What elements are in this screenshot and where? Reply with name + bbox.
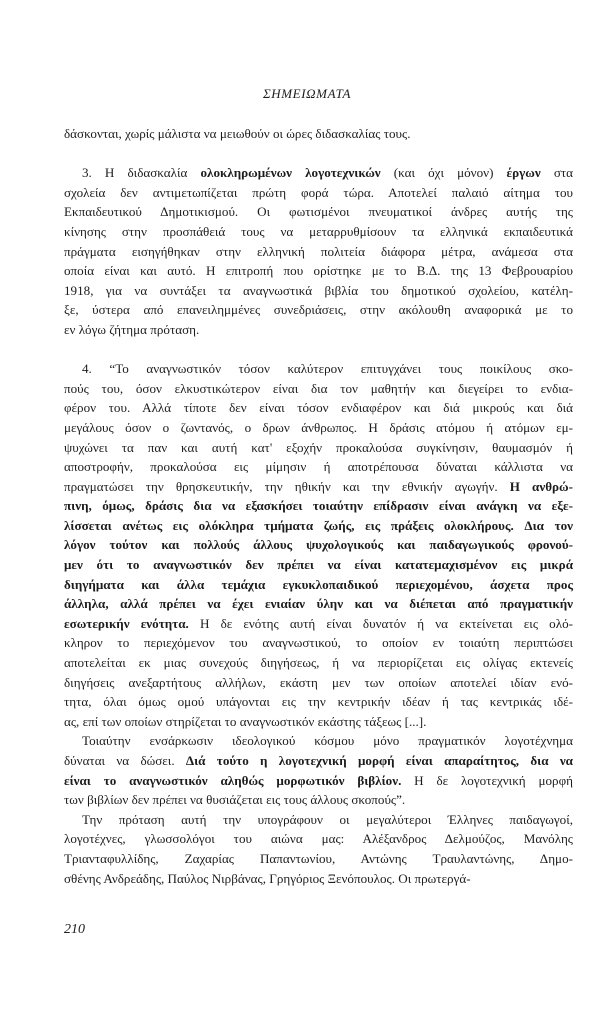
text-run: στα <box>540 165 573 181</box>
text-run: κληρον το περιεχόμενον του αναγνωστικού, το οποίον εν τοιαύτη περιπτώσει <box>64 635 573 651</box>
text-run: ψυχώνει τα παν και αυτή κατ' εξοχήν προκαλούσα συγκίνησιν, θαυμασμόν ή <box>64 439 573 455</box>
text-run: μεγάλους όσον ο ζωντανός, ο δρων άνθρωπος. Η δράσις ατόμου ή ατόμων εμ- <box>64 419 573 435</box>
text-line <box>64 673 573 693</box>
text-line <box>64 751 573 771</box>
text-line <box>64 653 573 673</box>
text-run: σθένης Ανδρεάδης, Παύλος Νιρβάνας, Γρηγόριος Ξενόπουλος. Οι πρωτεργά- <box>64 870 471 886</box>
running-head: ΣΗΜΕΙΩΜΑΤΑ <box>262 86 352 101</box>
text-run: Η δε ενότης αυτή είναι δυνατόν ή να εκτείνεται εις ολό- <box>188 615 573 631</box>
text-run: πούς του, όσον ελκυστικώτερον είναι δια τον μαθητήν και διεγείρει το ενδια- <box>64 380 573 396</box>
text-line <box>64 712 573 732</box>
text-line <box>64 457 573 477</box>
text-line <box>64 771 573 791</box>
text-run: αποστροφήν, προκαλούσα εις μίμησιν ή αποτρέπουσα δύναται κάλλιστα να <box>64 459 573 475</box>
text-line <box>64 869 573 889</box>
text-line <box>64 320 573 340</box>
text-run: Τριανταφυλλίδης, Ζαχαρίας Παπαντωνίου, Αντώνης Τραυλαντώνης, Δημο- <box>64 850 573 866</box>
text-line <box>64 535 573 555</box>
bold-text-run: λίσσεται ανέτως εις ολόκληρα τμήματα ζωής, εις πράξεις ολοκλήρους. <box>64 517 514 533</box>
text-run: Εκπαιδευτικού Δημοτικισμού. Οι φωτισμένοι πνευματικοί άνδρες αυτής της <box>64 204 573 220</box>
text-run: δύναται να δώσει. <box>64 753 186 768</box>
text-line <box>64 438 573 458</box>
page-number: 210 <box>64 922 85 937</box>
bold-text-run: μεν ότι το αναγνωστικόν δεν πρέπει να είναι κατατεμαχισμένον εις μικρά <box>64 557 573 573</box>
bold-text-run: πινη, όμως, δράσις δια να εξασκήσει τοιαύτην επίδρασιν είναι ανάγκη να εξε- <box>64 498 573 514</box>
paragraph-gap <box>64 144 573 164</box>
text-run: φέρον του. Αλλά τίποτε δεν είναι τόσον ενδιαφέρον και διά μικρούς και διά <box>64 400 573 416</box>
text-line <box>64 731 573 751</box>
text-run: ξε, ύστερα από επανειλημμένες συνεδριάσεις, στην ακόλουθη αναφορικά με το <box>64 302 573 318</box>
paragraph-gap <box>64 340 573 360</box>
bold-text-run: λόγον τούτον και πολλούς άλλους ψυχολογικούς και παιδαγωγικούς φρονού- <box>64 537 573 553</box>
text-line <box>64 477 573 497</box>
text-line <box>64 575 573 595</box>
text-line <box>64 163 573 183</box>
text-line <box>64 281 573 301</box>
bold-text-run: διηγήματα και άλλα τεμάχια εγκυκλοπαιδικού περιεχομένου, άσχετα προς <box>64 576 573 592</box>
text-run: Την πρόταση αυτή την υπογράφουν οι μεγαλύτεροι Έλληνες παιδαγωγοί, <box>82 811 573 827</box>
text-run: 1918, για να συντάξει τα αναγνωστικά βιβλία του δημοτικού σχολείου, κατέλη- <box>64 282 573 298</box>
text-run: τητα, όλαι όμως ομού υπάγονται εις την κεντρικήν ιδέαν ή τας κεντρικάς ιδέ- <box>64 694 573 710</box>
text-line <box>64 418 573 438</box>
text-run: 4. “Το αναγνωστικόν τόσον καλύτερον επιτυγχάνει τους ποικίλους σκο- <box>82 361 573 377</box>
text-line <box>64 261 573 281</box>
text-run: οποία είναι και αυτό. Η επιτροπή που ορίστηκε με το Β.Δ. της 13 Φεβρουαρίου <box>64 263 573 279</box>
text-run: λογοτέχνες, γλωσσολόγοι του αιώνα μας: Αλέξανδρος Δελμούζος, Μανόλης <box>64 831 573 847</box>
bold-text-run: είναι το αναγνωστικόν αληθώς μορφωτικόν βιβλίον. <box>64 772 402 788</box>
bold-text-run: Δια τον <box>524 517 573 533</box>
bold-text-run: έργων <box>506 165 541 181</box>
text-run: διηγήσεις ανεξαρτήτους αλλήλων, εκάστη μεν των οποίων αποτελεί ιδίαν ενό- <box>64 674 573 690</box>
text-line <box>64 790 573 810</box>
text-run <box>514 518 525 533</box>
text-run: 3. Η διδασκαλία <box>82 165 201 181</box>
text-run: εν λόγω ζήτημα πρόταση. <box>64 321 200 337</box>
text-line <box>64 202 573 222</box>
bold-text-run: άλληλα, αλλά πρέπει να έχει ενιαίαν ύλην και να διέπεται από πραγματικήν <box>64 596 573 612</box>
text-line <box>64 379 573 399</box>
text-run: Τοιαύτην ενσάρκωσιν ιδεολογικού κόσμου μόνο πραγματικόν λογοτέχνημα <box>82 733 573 749</box>
bold-text-run: Διά τούτο η λογοτεχνική μορφή είναι απαραίτητος, δια να <box>185 753 573 768</box>
text-line <box>64 810 573 830</box>
text-run: σχολεία δεν αντιμετωπίζεται πρώτη φορά τώρα. Αποτελεί παλαιό αίτημα του <box>64 184 573 200</box>
text-line <box>64 496 573 516</box>
text-line <box>64 829 573 849</box>
text-line <box>64 594 573 614</box>
text-run: κίνησης στην προσπάθειά τους να μεταρρυθμίσουν τα ελληνικά εκπαιδευτικά <box>64 223 573 239</box>
text-line <box>64 692 573 712</box>
text-run: (και όχι μόνον) <box>380 165 507 181</box>
text-line <box>64 849 573 869</box>
text-run: Η δε λογοτεχνική μορφή <box>401 772 573 788</box>
text-line <box>64 555 573 575</box>
text-run: δάσκονται, χωρίς μάλιστα να μειωθούν οι ώρες διδασκαλίας τους. <box>64 126 411 141</box>
text-line <box>64 633 573 653</box>
text-run: πραγματώσει την θρησκευτικήν, την ηθικήν και την εθνικήν αγωγήν. <box>64 478 510 494</box>
text-run: ας, επί των οποίων στηρίζεται το αναγνωστικόν εκάστης τάξεως [...]. <box>64 713 427 729</box>
text-line <box>64 516 573 536</box>
text-line <box>64 124 573 144</box>
text-line <box>64 300 573 320</box>
body-text <box>64 124 573 888</box>
text-line <box>64 242 573 262</box>
text-run: πράγματα εισηγήθηκαν στην ελληνική πολιτεία διάφορα μέτρα, ανάμεσα στα <box>64 243 573 259</box>
text-line <box>64 222 573 242</box>
text-line <box>64 398 573 418</box>
text-run: αποτελείται εκ μιας συνεχούς διηγήσεως, ή να περιορίζεται εις ολίγας εκτενείς <box>64 655 573 671</box>
text-line <box>64 614 573 634</box>
bold-text-run: ολοκληρωμένων λογοτεχνικών <box>200 165 381 181</box>
bold-text-run: Η ανθρώ- <box>509 478 573 494</box>
text-line <box>64 183 573 203</box>
bold-text-run: εσωτερικήν ενότητα. <box>64 615 189 631</box>
text-run: των βιβλίων δεν πρέπει να θυσιάζεται εις τους άλλους σκοπούς”. <box>64 792 406 808</box>
text-line <box>64 359 573 379</box>
